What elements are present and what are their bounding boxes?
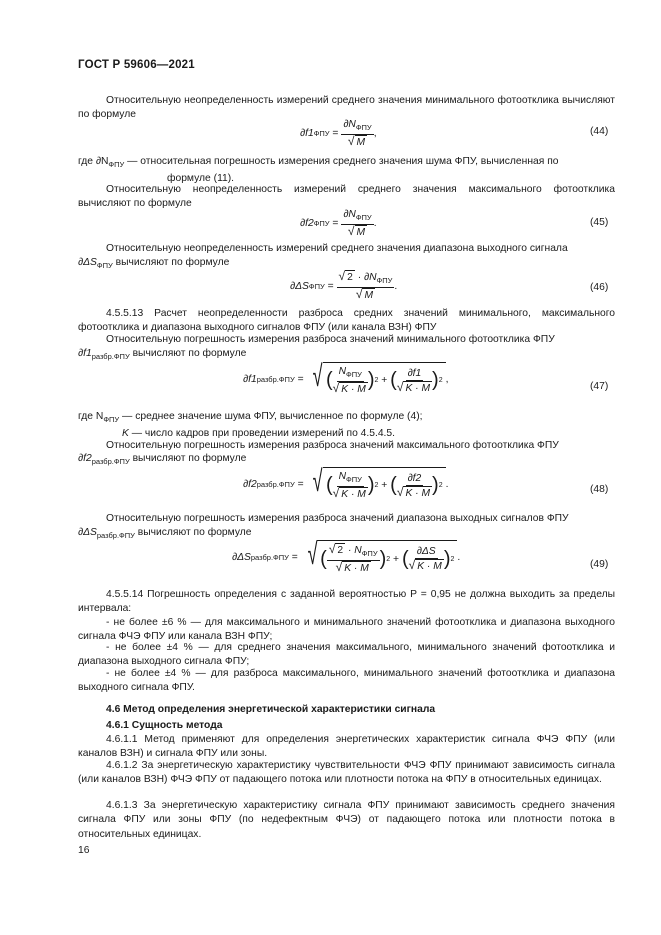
formula-lhs-sub: разбр.ФПУ	[256, 374, 295, 384]
equation-number: (44)	[590, 126, 609, 137]
formula-48: ∂f2 разбр.ФПУ = √ ( $\frac{N_{ФПУ}}{√ K \cdot M}$ ) 2 + ( $\frac{\partial f2}{√ K \cdot M}$ ) 2 .	[243, 465, 449, 500]
where-clause-2	[78, 410, 615, 442]
symbol-sub: разбр.ФПУ	[91, 352, 130, 361]
equation-number: (46)	[590, 282, 609, 293]
formula-tail: .	[373, 218, 377, 229]
formula-den: K · M	[341, 384, 366, 395]
where-text: — относительная погрешность измерения среднего значения шума ФПУ, вычисленная по	[124, 156, 559, 167]
formula-den: K · M	[417, 561, 442, 572]
formula-lhs: ∂f1	[300, 128, 314, 139]
formula-den: K · M	[341, 489, 366, 500]
paragraph: Относительную неопределенность измерений среднего значения диапазона выходного сигнала	[106, 243, 568, 254]
where-symbol-sub: ФПУ	[108, 160, 125, 169]
formula-lhs: ∂ΔS	[232, 552, 251, 563]
formula-num-sub: ФПУ	[355, 123, 372, 132]
power: 2	[374, 377, 379, 384]
paragraph: 4.5.5.13 Расчет неопределенности разброса средних значений минимального, максимального фотоотклика и диапазона выходного сигналов ФПУ (или канала ВЗН) ФПУ	[78, 308, 615, 334]
symbol: ∂f1	[78, 348, 92, 359]
formula-lhs-sub: ФПУ	[308, 281, 325, 291]
plus: +	[381, 480, 388, 491]
paragraph: 4.6.1.2 За энергетическую характеристику чувствительности ФЧЭ ФПУ принимают зависимость сигнала (или каналов ВЗН) ФЧЭ ФПУ от падающего потока или плотности потока на ФПУ в относительных единицах.	[78, 760, 615, 786]
formula-num: N	[338, 366, 347, 377]
paragraph: Относительную погрешность измерения разброса значений минимального фотоотклика ФПУ	[106, 334, 555, 345]
formula-lhs-sub: ФПУ	[313, 129, 330, 138]
formula-46: ∂ΔS ФПУ = $\frac{√ 2 \cdot \partial N_{ФПУ}}{√ M}$ .	[290, 269, 398, 301]
list-item: - не более ±6 % — для максимального и минимального значений фотоотклика и диапазона выходного сигнала ФЧЭ ФПУ или канала ВЗН ФПУ;	[78, 617, 615, 643]
symbol-sub: разбр.ФПУ	[96, 531, 135, 540]
where-symbol: K	[122, 428, 129, 440]
power: 2	[450, 555, 455, 563]
formula-num: · N	[345, 545, 362, 556]
paragraph: 4.6.1.1 Метод применяют для определения энергетических характеристик сигнала ФЧЭ ФПУ (или каналов ВЗН) и сигнала ФПУ или зоны.	[78, 734, 615, 760]
equation-number: (47)	[590, 381, 609, 392]
power: 2	[374, 482, 379, 489]
plus: +	[381, 375, 388, 386]
section-heading: 4.6 Метод определения энергетической характеристики сигнала	[106, 704, 436, 715]
where-clause-1	[78, 155, 615, 187]
symbol: ∂f2	[78, 453, 92, 464]
list-item: - не более ±4 % — для разброса максимального, минимального значений фотоотклика и диапазона выходного сигнала ФПУ.	[78, 668, 615, 694]
paragraph: 4.5.5.14 Погрешность определения с заданной вероятностью P = 0,95 не должна выходить за пределы интервала:	[78, 589, 615, 615]
formula-49: ∂ΔS разбр.ФПУ = √ ( $\frac{√ 2 \cdot N_{ФПУ}}{√ K \cdot M}$ ) 2 + ( $\frac{\partial\Delta S}{√ K \cdot M}$ ) 2 .	[232, 538, 461, 574]
formula-num-sub: ФПУ	[376, 276, 393, 285]
formula-num-sub: ФПУ	[346, 370, 362, 379]
formula-eq: =	[297, 478, 304, 490]
where-symbol: где ∂N	[78, 156, 109, 167]
equation-number: (49)	[590, 559, 609, 570]
formula-num-root: 2	[337, 545, 344, 556]
formula-eq: =	[297, 373, 304, 385]
formula-45: ∂f2 ФПУ = $\frac{\partial N_{ФПУ}}{√ M}$ .	[300, 209, 377, 238]
power: 2	[438, 377, 443, 384]
subsection-heading: 4.6.1 Сущность метода	[106, 720, 223, 731]
power: 2	[386, 555, 391, 563]
symbol-sub: ФПУ	[96, 261, 113, 270]
formula-lhs-sub: ФПУ	[313, 219, 330, 228]
formula-den: M	[356, 227, 366, 238]
formula-num: ∂f2	[407, 472, 422, 484]
formula-eq: =	[332, 128, 339, 139]
formula-lhs-sub: разбр.ФПУ	[250, 553, 289, 562]
formula-num: · ∂N	[354, 272, 377, 283]
formula-num-sub: ФПУ	[355, 213, 372, 222]
text: вычисляют по формуле	[129, 348, 247, 359]
formula-num: ∂N	[343, 209, 356, 220]
symbol-sub: разбр.ФПУ	[91, 457, 130, 466]
equation-number: (48)	[590, 484, 609, 495]
formula-eq: =	[291, 552, 298, 563]
text: вычисляют по формуле	[112, 257, 230, 268]
paragraph: Относительную погрешность измерения разброса значений диапазона выходных сигналов ФПУ	[106, 513, 569, 524]
formula-44: ∂f1 ФПУ = $\frac{\partial N_{ФПУ}}{√ M}$ ,	[300, 119, 377, 148]
text: вычисляют по формуле	[129, 453, 247, 464]
formula-num: ∂f1	[407, 367, 422, 379]
equation-number: (45)	[590, 217, 609, 228]
list-item: - не более ±4 % — для среднего значения максимального, минимального значений фотоотклика и диапазона выходного сигнала ФПУ;	[78, 642, 615, 668]
formula-den: K · M	[405, 487, 431, 499]
paragraph: Относительную неопределенность измерений среднего значения максимального фотоотклика вычисляют по формуле	[78, 184, 615, 210]
symbol: ∂ΔS	[78, 527, 97, 538]
formula-lhs: ∂f2	[243, 478, 257, 490]
formula-lhs: ∂ΔS	[290, 280, 309, 292]
formula-den: K · M	[405, 382, 431, 394]
formula-eq: =	[332, 218, 339, 229]
formula-tail: ,	[445, 373, 449, 385]
where-symbol: где N	[78, 411, 104, 422]
formula-num-sub: ФПУ	[361, 549, 378, 558]
text: вычисляют по формуле	[134, 527, 252, 538]
page-number: 16	[78, 845, 90, 856]
standard-header: ГОСТ Р 59606—2021	[78, 59, 195, 71]
paragraph: Относительную погрешность измерения разброса значений максимального фотоотклика ФПУ	[106, 440, 559, 451]
formula-den: M	[364, 290, 374, 301]
formula-47: ∂f1 разбр.ФПУ = √ ( $\frac{N_{ФПУ}}{√ K \cdot M}$ ) 2 + ( $\frac{\partial f1}{√ K \cdot M}$ ) 2 ,	[243, 360, 449, 395]
where-symbol-sub: ФПУ	[103, 415, 120, 424]
where-text-cont: формуле (11).	[167, 173, 235, 185]
paragraph: Относительную неопределенность измерений среднего значения минимального фотоотклика вычисляют по формуле	[78, 95, 615, 121]
paragraph: 4.6.1.3 За энергетическую характеристику сигнала ФПУ принимают зависимость среднего значения сигнала ФПУ или зоны ФПУ (по недефектным ФЧЭ) от падающего потока или плотности потока в относительных единицах.	[78, 800, 615, 840]
symbol: ∂ΔS	[78, 257, 97, 268]
formula-num: ∂N	[343, 119, 356, 130]
formula-num-root: 2	[347, 272, 353, 283]
where-text: — число кадров при проведении измерений по 4.5.4.5.	[128, 428, 396, 440]
formula-den: K · M	[344, 563, 369, 574]
formula-tail: .	[394, 280, 398, 292]
formula-num-sub: ФПУ	[346, 475, 362, 484]
formula-tail: .	[457, 552, 461, 563]
formula-tail: ,	[373, 128, 377, 139]
formula-num: ∂ΔS	[416, 546, 436, 557]
formula-lhs: ∂f2	[300, 218, 314, 229]
formula-lhs-sub: разбр.ФПУ	[256, 479, 295, 489]
formula-den: M	[356, 137, 366, 148]
power: 2	[438, 482, 443, 489]
formula-num: N	[338, 471, 347, 482]
where-text: — среднее значение шума ФПУ, вычисленное по формуле (4);	[119, 411, 423, 422]
plus: +	[393, 553, 400, 565]
formula-eq: =	[327, 280, 334, 292]
formula-tail: .	[445, 478, 449, 490]
formula-lhs: ∂f1	[243, 373, 257, 385]
